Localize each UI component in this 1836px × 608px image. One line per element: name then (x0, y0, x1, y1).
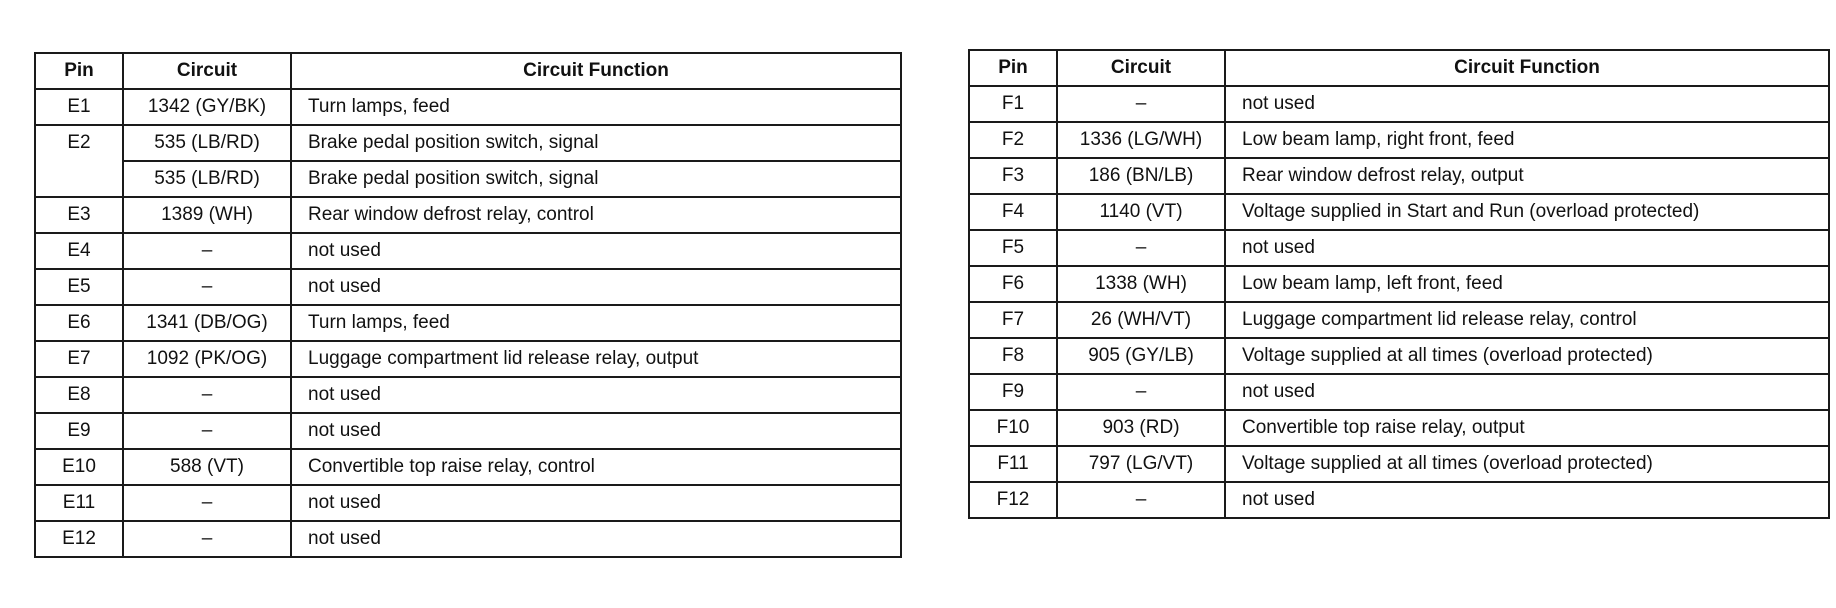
circuit-cell: 186 (BN/LB) (1057, 158, 1225, 194)
circuit-function-cell: not used (291, 485, 901, 521)
circuit-cell: 1341 (DB/OG) (123, 305, 291, 341)
pin-cell: F8 (969, 338, 1057, 374)
pin-cell: E6 (35, 305, 123, 341)
table-row (35, 89, 901, 125)
pin-cell: E1 (35, 89, 123, 125)
circuit-function-column-header: Circuit Function (1225, 50, 1829, 86)
circuit-function-cell: not used (1225, 374, 1829, 410)
circuit-function-cell: Luggage compartment lid release relay, output (291, 341, 901, 377)
table-row (969, 482, 1829, 518)
circuit-cell: – (123, 269, 291, 305)
pin-cell: F7 (969, 302, 1057, 338)
circuit-function-cell: not used (291, 377, 901, 413)
table-header-row (35, 53, 901, 89)
circuit-function-cell: not used (1225, 482, 1829, 518)
circuit-cell: 26 (WH/VT) (1057, 302, 1225, 338)
circuit-function-cell: Rear window defrost relay, output (1225, 158, 1829, 194)
table-row (969, 194, 1829, 230)
circuit-function-cell: Brake pedal position switch, signal (291, 161, 901, 197)
circuit-cell: – (1057, 230, 1225, 266)
circuit-cell: – (123, 377, 291, 413)
circuit-cell: 1342 (GY/BK) (123, 89, 291, 125)
pin-cell: F4 (969, 194, 1057, 230)
pin-cell: F9 (969, 374, 1057, 410)
table-row (969, 302, 1829, 338)
circuit-cell: 903 (RD) (1057, 410, 1225, 446)
circuit-function-cell: not used (291, 233, 901, 269)
circuit-function-cell: Convertible top raise relay, control (291, 449, 901, 485)
pin-cell: E3 (35, 197, 123, 233)
pin-column-header: Pin (969, 50, 1057, 86)
table-row (969, 446, 1829, 482)
table-row (35, 521, 901, 557)
pin-cell: E8 (35, 377, 123, 413)
pin-cell: F3 (969, 158, 1057, 194)
connector-e-pinout-table (34, 52, 902, 558)
table-row (969, 158, 1829, 194)
circuit-function-cell: Low beam lamp, left front, feed (1225, 266, 1829, 302)
circuit-function-cell: Rear window defrost relay, control (291, 197, 901, 233)
circuit-cell: – (123, 233, 291, 269)
pin-cell: E4 (35, 233, 123, 269)
table-row (35, 125, 901, 161)
circuit-cell: – (1057, 482, 1225, 518)
circuit-function-cell: Luggage compartment lid release relay, control (1225, 302, 1829, 338)
pin-cell: E2 (35, 125, 123, 197)
pin-cell: F10 (969, 410, 1057, 446)
circuit-cell: 1338 (WH) (1057, 266, 1225, 302)
circuit-cell: 588 (VT) (123, 449, 291, 485)
connector-f-pinout-table (968, 49, 1830, 519)
table-row (969, 374, 1829, 410)
pin-cell: E9 (35, 413, 123, 449)
table-row (969, 266, 1829, 302)
circuit-function-cell: Convertible top raise relay, output (1225, 410, 1829, 446)
pin-cell: F2 (969, 122, 1057, 158)
circuit-function-cell: Turn lamps, feed (291, 89, 901, 125)
circuit-function-cell: not used (291, 413, 901, 449)
table-row (35, 413, 901, 449)
circuit-cell: 1140 (VT) (1057, 194, 1225, 230)
table-row (35, 269, 901, 305)
table-row (969, 410, 1829, 446)
table-row (35, 341, 901, 377)
pin-cell: F5 (969, 230, 1057, 266)
circuit-cell: 1389 (WH) (123, 197, 291, 233)
circuit-cell: 1336 (LG/WH) (1057, 122, 1225, 158)
table-row (969, 122, 1829, 158)
circuit-cell: – (1057, 86, 1225, 122)
pin-cell: E11 (35, 485, 123, 521)
circuit-cell: 535 (LB/RD) (123, 125, 291, 161)
table-row (35, 305, 901, 341)
table-row (35, 449, 901, 485)
pin-cell: E10 (35, 449, 123, 485)
table-row (35, 485, 901, 521)
table-row (35, 377, 901, 413)
circuit-cell: 905 (GY/LB) (1057, 338, 1225, 374)
table-row (35, 197, 901, 233)
table-row (35, 233, 901, 269)
circuit-cell: – (123, 485, 291, 521)
table-row (969, 338, 1829, 374)
circuit-cell: – (123, 521, 291, 557)
circuit-function-cell: Turn lamps, feed (291, 305, 901, 341)
circuit-function-cell: not used (291, 269, 901, 305)
pin-cell: E7 (35, 341, 123, 377)
pin-cell: F6 (969, 266, 1057, 302)
circuit-cell: 535 (LB/RD) (123, 161, 291, 197)
circuit-column-header: Circuit (1057, 50, 1225, 86)
pin-cell: E12 (35, 521, 123, 557)
circuit-function-cell: Voltage supplied at all times (overload protected) (1225, 338, 1829, 374)
circuit-function-cell: not used (1225, 86, 1829, 122)
circuit-column-header: Circuit (123, 53, 291, 89)
pin-cell: F12 (969, 482, 1057, 518)
circuit-function-column-header: Circuit Function (291, 53, 901, 89)
table-row (969, 86, 1829, 122)
pin-cell: F11 (969, 446, 1057, 482)
circuit-function-cell: not used (1225, 230, 1829, 266)
circuit-function-cell: Voltage supplied at all times (overload protected) (1225, 446, 1829, 482)
pin-column-header: Pin (35, 53, 123, 89)
circuit-cell: – (1057, 374, 1225, 410)
circuit-cell: 1092 (PK/OG) (123, 341, 291, 377)
table-header-row (969, 50, 1829, 86)
circuit-cell: – (123, 413, 291, 449)
circuit-function-cell: Brake pedal position switch, signal (291, 125, 901, 161)
table-row (969, 230, 1829, 266)
circuit-cell: 797 (LG/VT) (1057, 446, 1225, 482)
circuit-function-cell: Voltage supplied in Start and Run (overload protected) (1225, 194, 1829, 230)
table-row (35, 161, 901, 197)
circuit-function-cell: not used (291, 521, 901, 557)
pin-cell: E5 (35, 269, 123, 305)
circuit-function-cell: Low beam lamp, right front, feed (1225, 122, 1829, 158)
pin-cell: F1 (969, 86, 1057, 122)
